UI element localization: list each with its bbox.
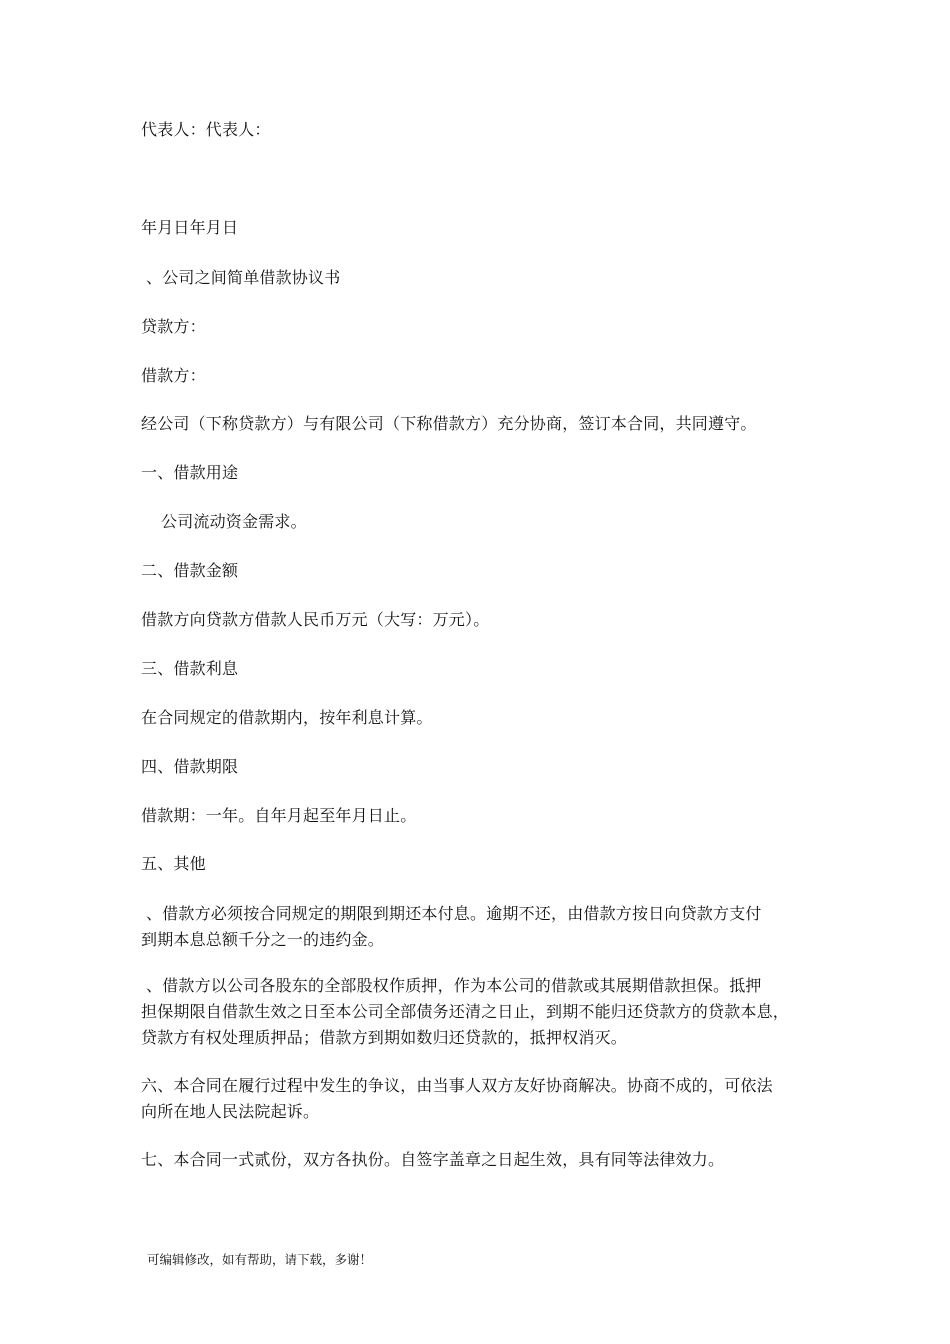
section-3-body: 在合同规定的借款期内，按年利息计算。 bbox=[141, 708, 433, 727]
section-6-line-2: 向所在地人民法院起诉。 bbox=[141, 1102, 320, 1121]
section-6-line-1: 六、本合同在履行过程中发生的争议，由当事人双方友好协商解决。协商不成的，可依法 bbox=[141, 1076, 773, 1095]
section-1-heading: 一、借款用途 bbox=[141, 463, 239, 482]
section-1-body: 公司流动资金需求。 bbox=[161, 512, 307, 531]
footer-note: 可编辑修改，如有帮助，请下载，多谢！ bbox=[147, 1252, 373, 1267]
section-5-item-2-line-3: 贷款方有权处理质押品；借款方到期如数归还贷款的，抵押权消灭。 bbox=[141, 1028, 628, 1047]
agreement-title: 、公司之间简单借款协议书 bbox=[146, 268, 341, 287]
section-7: 七、本合同一式贰份，双方各执份。自签字盖章之日起生效，具有同等法律效力。 bbox=[141, 1150, 725, 1169]
lender-field: 贷款方： bbox=[141, 317, 206, 336]
section-5-heading: 五、其他 bbox=[141, 854, 206, 873]
dates-line: 年月日年月日 bbox=[141, 218, 239, 237]
section-5-item-2-line-1: 、借款方以公司各股东的全部股权作质押，作为本公司的借款或其展期借款担保。抵押 bbox=[146, 976, 762, 995]
borrower-field: 借款方： bbox=[141, 366, 206, 385]
section-3-heading: 三、借款利息 bbox=[141, 659, 239, 678]
representatives-line: 代表人：代表人： bbox=[141, 120, 271, 139]
section-2-heading: 二、借款金额 bbox=[141, 561, 239, 580]
section-4-body: 借款期：一年。自年月起至年月日止。 bbox=[141, 806, 417, 825]
section-5-item-1-line-1: 、借款方必须按合同规定的期限到期还本付息。逾期不还，由借款方按日向贷款方支付 bbox=[146, 904, 762, 923]
section-4-heading: 四、借款期限 bbox=[141, 757, 239, 776]
section-2-body: 借款方向贷款方借款人民币万元（大写：万元）。 bbox=[141, 610, 490, 629]
section-5-item-2-line-2: 担保期限自借款生效之日至本公司全部债务还清之日止，到期不能归还贷款方的贷款本息， bbox=[141, 1002, 790, 1021]
intro-paragraph: 经公司（下称贷款方）与有限公司（下称借款方）充分协商，签订本合同，共同遵守。 bbox=[141, 414, 757, 433]
section-5-item-1-line-2: 到期本息总额千分之一的违约金。 bbox=[141, 930, 385, 949]
